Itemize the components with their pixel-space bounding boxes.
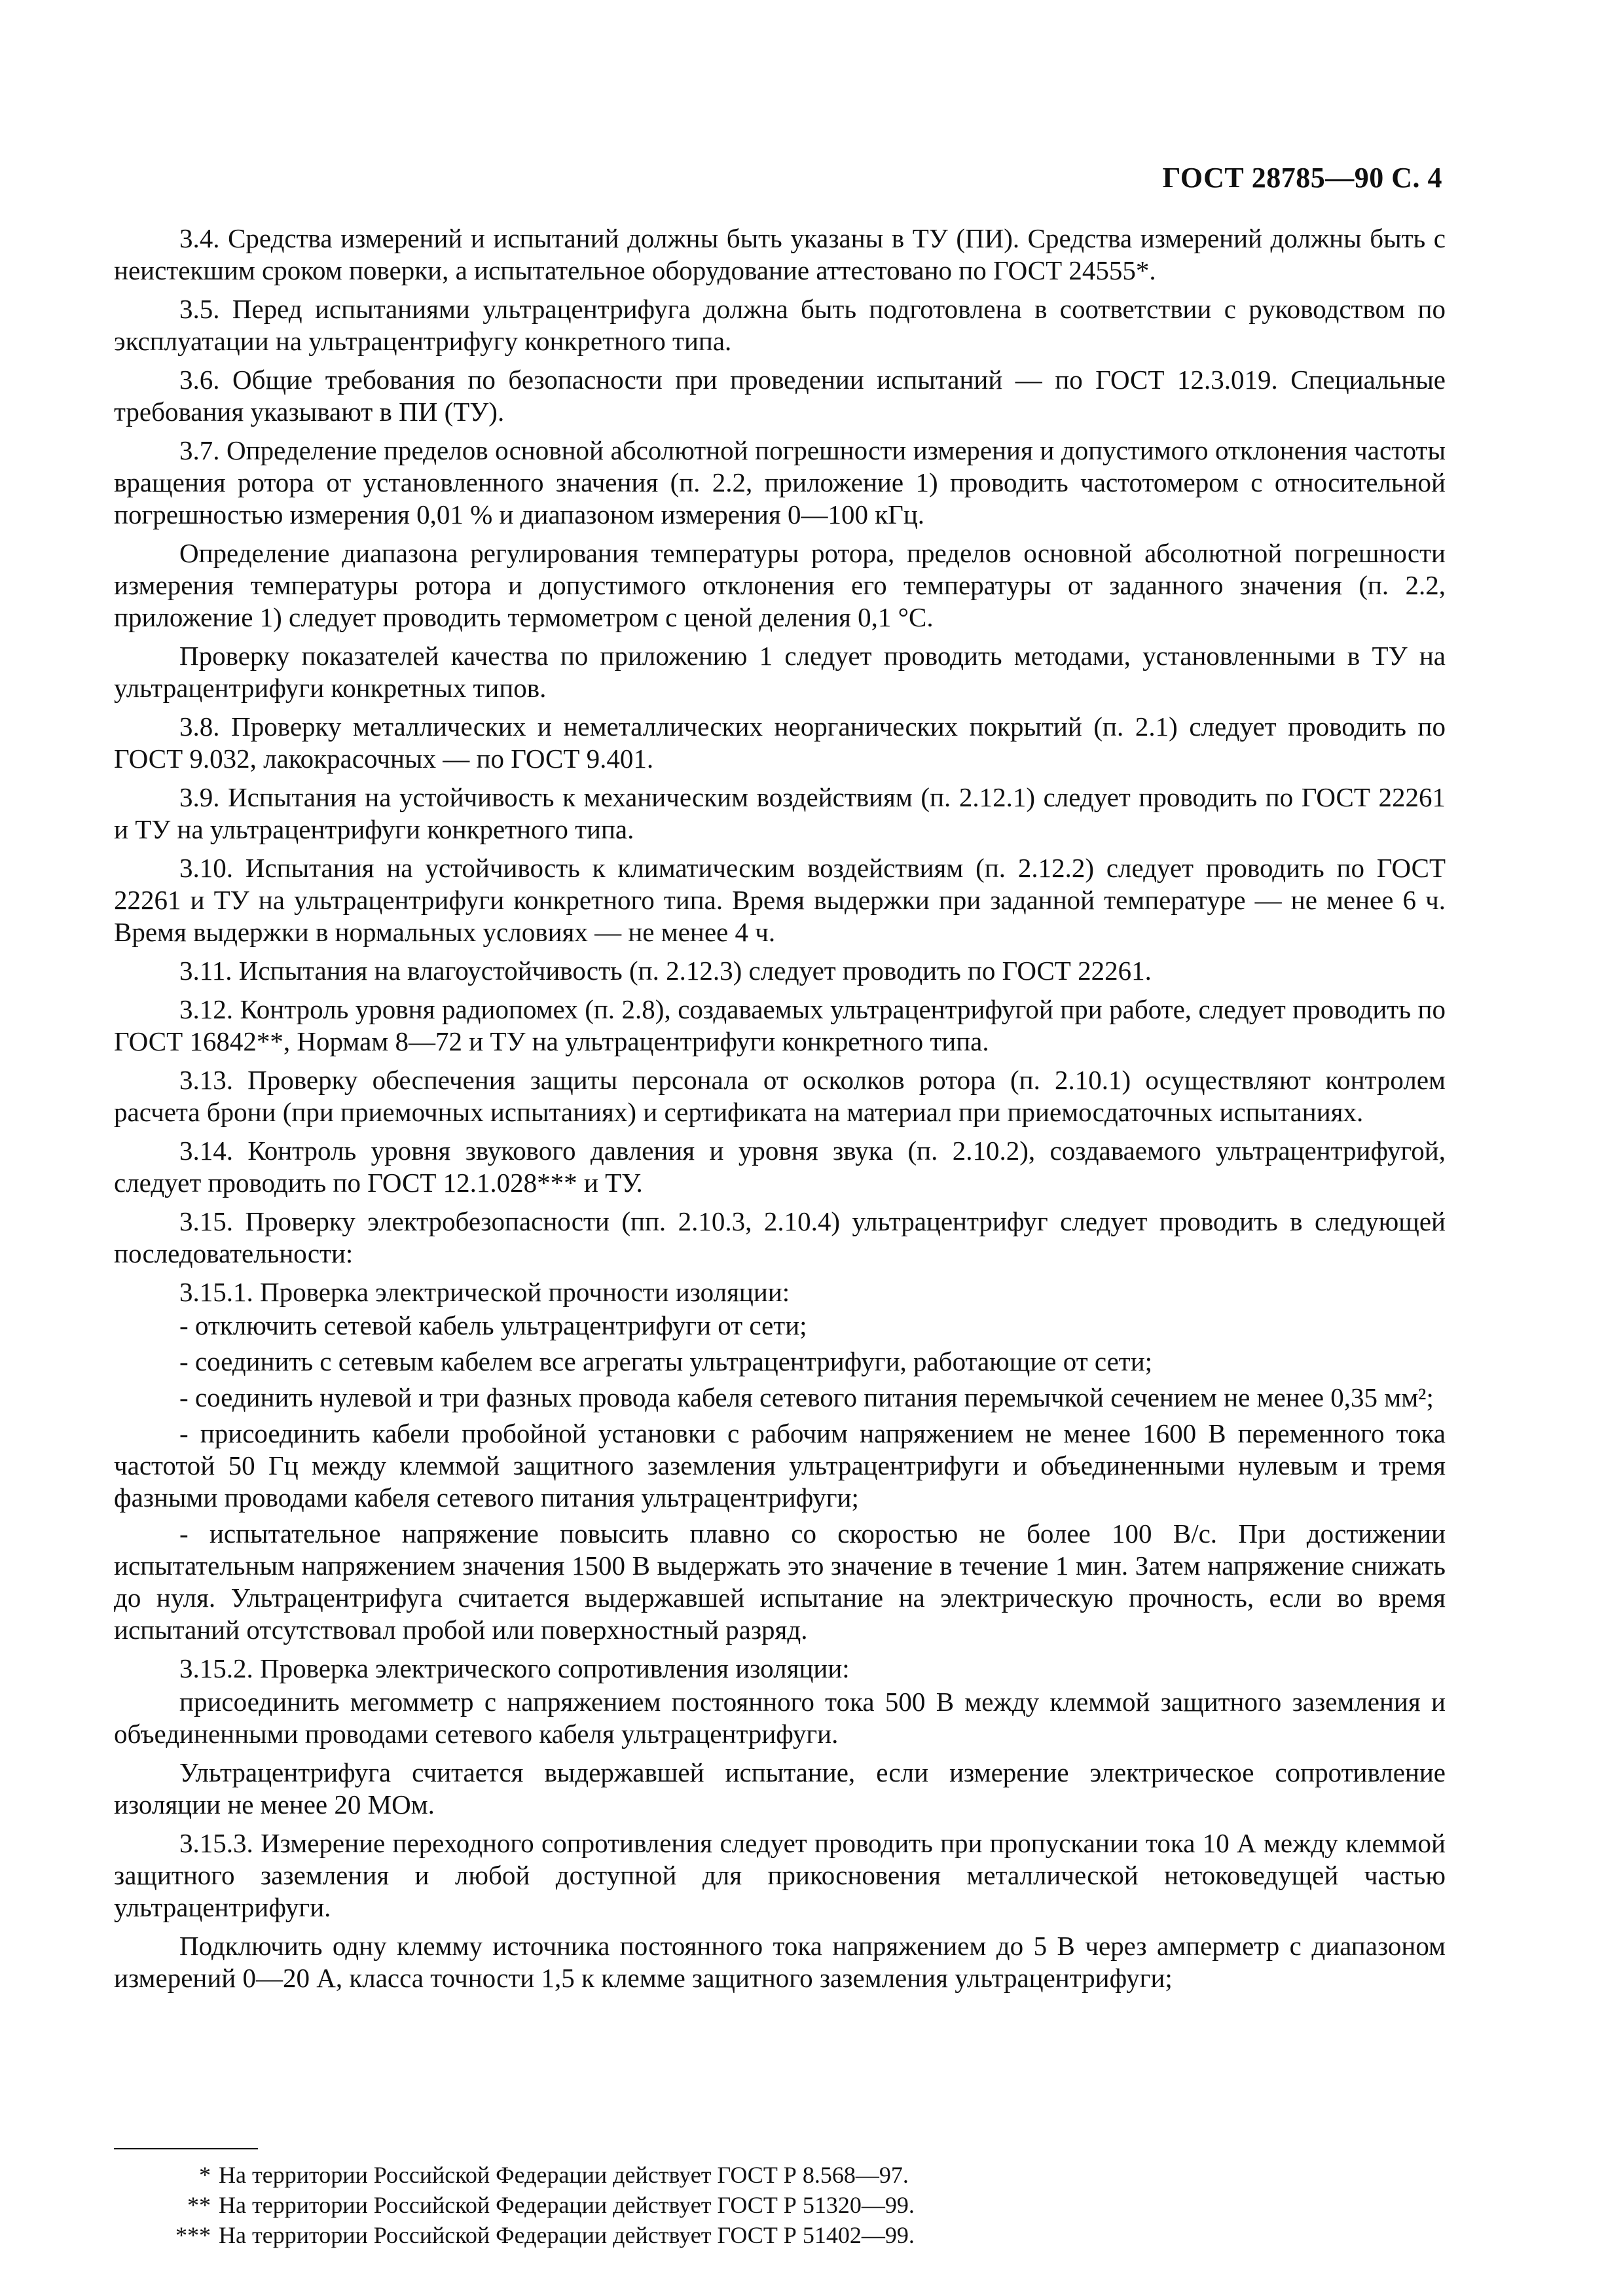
paragraph-3-7-quality: Проверку показателей качества по приложению 1 следует проводить методами, установленными в ТУ на ультрацентрифуги конкретных типов. — [114, 641, 1446, 703]
paragraph-connect-source: Подключить одну клемму источника постоянного тока напряжением до 5 В через амперметр с диапазоном измерений 0—20 А, класса точности 1,5 к клемме защитного заземления ультрацентрифуги; — [114, 1931, 1446, 1993]
list-item: - соединить с сетевым кабелем все агрегаты ультрацентрифуги, работающие от сети; — [179, 1346, 1153, 1376]
paragraph-3-6: 3.6. Общие требования по безопасности при проведении испытаний — по ГОСТ 12.3.019. Специальные требования указывают в ПИ (ТУ). — [114, 365, 1446, 427]
paragraph-3-4: 3.4. Средства измерений и испытаний должны быть указаны в ТУ (ПИ). Средства измерений должны быть с неистекшим сроком поверки, а испытательное оборудование аттестовано по ГОСТ 24555*. — [114, 223, 1446, 285]
footnote-mark: * — [199, 2162, 211, 2188]
list-item: - присоединить кабели пробойной установки с рабочим напряжением не менее 1600 В переменного тока частотой 50 Гц между клеммой защитного заземления ультрацентрифуги и объединенными нулевым и тремя фазными проводами кабеля сетевого питания ультрацентрифуги; — [114, 1418, 1446, 1513]
footnote — [114, 2160, 1227, 2190]
paragraph-3-14: 3.14. Контроль уровня звукового давления и уровня звука (п. 2.10.2), создаваемого ультрацентрифугой, следует проводить по ГОСТ 12.1.028*** и ТУ. — [114, 1136, 1446, 1198]
footnote-mark: *** — [175, 2222, 211, 2248]
footnote-text: На территории Российской Федерации действует ГОСТ Р 8.568—97. — [219, 2162, 909, 2188]
paragraph-3-15-2: 3.15.2. Проверка электрического сопротивления изоляции: — [179, 1653, 850, 1683]
paragraph-3-9: 3.9. Испытания на устойчивость к механическим воздействиям (п. 2.12.1) следует проводить по ГОСТ 22261 и ТУ на ультрацентрифуги конкретного типа. — [114, 782, 1446, 844]
page-header: ГОСТ 28785—90 С. 4 — [1162, 162, 1442, 194]
footnotes — [114, 2160, 1227, 2250]
paragraph-megohmmeter: присоединить мегомметр с напряжением постоянного тока 500 В между клеммой защитного заземления и объединенными проводами сетевого кабеля ультрацентрифуги. — [114, 1687, 1446, 1749]
footnote-text: На территории Российской Федерации действует ГОСТ Р 51402—99. — [219, 2222, 915, 2248]
paragraph-3-15: 3.15. Проверку электробезопасности (пп. 2.10.3, 2.10.4) ультрацентрифуг следует проводить в следующей последовательности: — [114, 1206, 1446, 1268]
paragraph-3-13: 3.13. Проверку обеспечения защиты персонала от осколков ротора (п. 2.10.1) осуществляют контролем расчета брони (при приемочных испытаниях) и сертификата на материал при приемосдаточных испытаниях. — [114, 1065, 1446, 1127]
list-item: - испытательное напряжение повысить плавно со скоростью не более 100 В/с. При достижении испытательным напряжением значения 1500 В выдержать это значение в течение 1 мин. Затем напряжение снижать до нуля. Ультрацентрифуга считается выдержавшей испытание на электрическую прочность, если во время испытаний отсутствовал пробой или поверхностный разряд. — [114, 1518, 1446, 1645]
footnote — [114, 2220, 1227, 2250]
paragraph-3-7-temperature: Определение диапазона регулирования температуры ротора, пределов основной абсолютной погрешности измерения температуры ротора и допустимого отклонения его температуры от заданного значения (п. 2.2, приложение 1) следует проводить термометром с ценой деления 0,1 °С. — [114, 538, 1446, 632]
document-body — [114, 223, 1446, 2001]
paragraph-3-15-3: 3.15.3. Измерение переходного сопротивления следует проводить при пропускании тока 10 А между клеммой защитного заземления и любой доступной для прикосновения металлической нетоковедущей частью ультрацентрифуги. — [114, 1828, 1446, 1922]
paragraph-3-8: 3.8. Проверку металлических и неметаллических неорганических покрытий (п. 2.1) следует проводить по ГОСТ 9.032, лакокрасочных — по ГОСТ 9.401. — [114, 711, 1446, 774]
list-item: - соединить нулевой и три фазных провода кабеля сетевого питания перемычкой сечением не менее 0,35 мм²; — [179, 1382, 1434, 1412]
paragraph-3-11: 3.11. Испытания на влагоустойчивость (п. 2.12.3) следует проводить по ГОСТ 22261. — [179, 956, 1152, 986]
paragraph-3-5: 3.5. Перед испытаниями ультрацентрифуга должна быть подготовлена в соответствии с руководством по эксплуатации на ультрацентрифугу конкретного типа. — [114, 294, 1446, 356]
footnote-text: На территории Российской Федерации действует ГОСТ Р 51320—99. — [219, 2192, 915, 2218]
footnote-divider — [114, 2148, 258, 2149]
footnote-mark: ** — [187, 2192, 211, 2218]
paragraph-insulation-result: Ультрацентрифуга считается выдержавшей испытание, если измерение электрическое сопротивление изоляции не менее 20 МОм. — [114, 1757, 1446, 1820]
paragraph-3-7: 3.7. Определение пределов основной абсолютной погрешности измерения и допустимого отклонения частоты вращения ротора от установленного значения (п. 2.2, приложение 1) проводить частотомером с относительной погрешностью измерения 0,01 % и диапазоном измерения 0—100 кГц. — [114, 435, 1446, 529]
paragraph-3-12: 3.12. Контроль уровня радиопомех (п. 2.8), создаваемых ультрацентрифугой при работе, следует проводить по ГОСТ 16842**, Нормам 8—72 и ТУ на ультрацентрифуги конкретного типа. — [114, 994, 1446, 1056]
paragraph-3-15-1: 3.15.1. Проверка электрической прочности изоляции: — [179, 1277, 790, 1307]
list-item: - отключить сетевой кабель ультрацентрифуги от сети; — [179, 1310, 807, 1340]
paragraph-3-10: 3.10. Испытания на устойчивость к климатическим воздействиям (п. 2.12.2) следует проводить по ГОСТ 22261 и ТУ на ультрацентрифуги конкретного типа. Время выдержки при заданной температуре — не менее 6 ч. Время выдержки в нормальных условиях — не менее 4 ч. — [114, 853, 1446, 947]
footnote — [114, 2190, 1227, 2220]
